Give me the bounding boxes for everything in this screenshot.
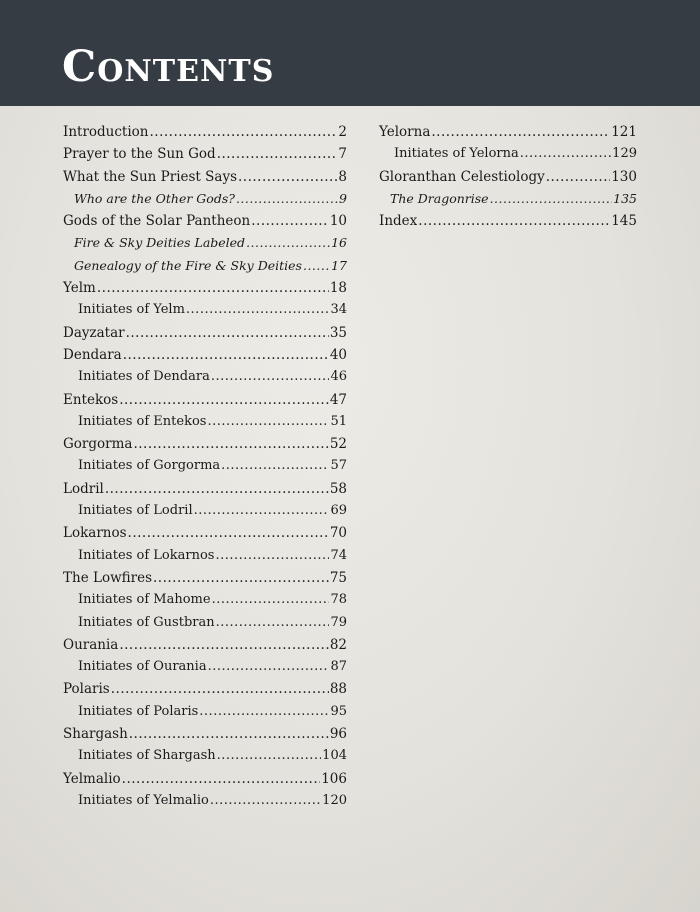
dot-leader <box>246 232 330 254</box>
dot-leader <box>119 634 328 656</box>
toc-entry-page-number: 74 <box>330 547 347 563</box>
toc-entry-page-number: 51 <box>330 413 347 429</box>
toc-entry-page-number: 40 <box>329 346 347 363</box>
dot-leader <box>490 188 613 210</box>
toc-entry[interactable] <box>63 790 347 812</box>
toc-entry-label: Initiates of Shargash <box>78 748 216 764</box>
toc-entry[interactable] <box>63 634 347 656</box>
toc-entry-label: Initiates of Gustbran <box>78 614 215 630</box>
toc-entry-label: Dendara <box>63 346 122 363</box>
toc-entry-page-number: 8 <box>338 168 347 185</box>
dot-leader <box>105 478 329 500</box>
dot-leader <box>211 366 330 388</box>
toc-entry-page-number: 120 <box>322 792 347 808</box>
toc-entry[interactable] <box>63 121 347 143</box>
toc-entry[interactable] <box>63 478 347 500</box>
dot-leader <box>217 143 338 165</box>
toc-entry[interactable] <box>63 589 347 611</box>
dot-leader <box>111 678 329 700</box>
toc-entry-label: Gods of the Solar Pantheon <box>63 213 251 230</box>
dot-leader <box>133 433 328 455</box>
toc-entry-page-number: 57 <box>330 458 347 474</box>
dot-leader <box>199 701 329 723</box>
toc-entry-label: Initiates of Dendara <box>78 369 210 385</box>
toc-entry[interactable] <box>63 567 347 589</box>
toc-entry[interactable] <box>379 166 637 188</box>
toc-entry[interactable] <box>63 389 347 411</box>
toc-entry-label: Lodril <box>63 480 104 497</box>
toc-entry[interactable] <box>63 411 347 433</box>
toc-entry[interactable] <box>63 768 347 790</box>
toc-entry-label: Yelorna <box>379 124 431 140</box>
toc-entry[interactable] <box>63 433 347 455</box>
toc-entry-page-number: 17 <box>331 257 347 273</box>
toc-entry[interactable] <box>63 455 347 477</box>
toc-entry[interactable] <box>63 299 347 321</box>
dot-leader <box>217 745 322 767</box>
toc-entry-page-number: 82 <box>329 636 347 653</box>
toc-entry-label: Initiates of Entekos <box>78 413 207 429</box>
toc-entry-label: Fire & Sky Deities Labeled <box>74 235 246 251</box>
toc-entry-label: Initiates of Lodril <box>78 503 193 519</box>
toc-entry-label: Initiates of Polaris <box>78 703 199 719</box>
toc-entry-label: The Lowfires <box>63 569 153 586</box>
toc-entry-label: Ourania <box>63 636 119 653</box>
toc-entry[interactable] <box>379 143 637 165</box>
dot-leader <box>126 322 329 344</box>
toc-entry-page-number: 79 <box>330 614 347 630</box>
toc-entry-page-number: 129 <box>612 146 637 162</box>
page-title: Contents <box>62 42 275 92</box>
toc-entry-page-number: 121 <box>611 124 637 140</box>
toc-entry[interactable] <box>63 678 347 700</box>
toc-entry-page-number: 58 <box>329 480 347 497</box>
toc-entry-page-number: 106 <box>321 770 347 787</box>
toc-entry-page-number: 145 <box>611 213 637 230</box>
toc-entry-label: Prayer to the Sun God <box>63 146 216 163</box>
toc-entry[interactable] <box>63 322 347 344</box>
dot-leader <box>128 522 329 544</box>
toc-entry-page-number: 46 <box>330 369 347 385</box>
toc-entry-page-number: 10 <box>329 213 347 230</box>
toc-entry[interactable] <box>63 232 347 254</box>
dot-leader <box>221 455 329 477</box>
toc-entry-page-number: 69 <box>330 503 347 519</box>
toc-entry-page-number: 47 <box>329 391 347 408</box>
toc-entry-label: Yelm <box>63 280 96 297</box>
toc-entry-label: Index <box>379 213 418 230</box>
toc-entry[interactable] <box>63 612 347 634</box>
toc-entry[interactable] <box>63 188 347 210</box>
toc-entry-page-number: 18 <box>329 280 347 297</box>
toc-entry-page-number: 96 <box>329 726 347 743</box>
toc-entry[interactable] <box>63 344 347 366</box>
dot-leader <box>215 545 329 567</box>
dot-leader <box>186 299 330 321</box>
dot-leader <box>122 768 321 790</box>
toc-entry-label: Gloranthan Celestiology <box>379 168 545 185</box>
toc-entry-label: Entekos <box>63 391 119 408</box>
toc-entry-page-number: 87 <box>330 659 347 675</box>
dot-leader <box>210 790 321 812</box>
toc-entry[interactable] <box>63 143 347 165</box>
toc-entry-page-number: 78 <box>330 592 347 608</box>
toc-entry-page-number: 75 <box>329 569 347 586</box>
toc-entry-page-number: 104 <box>322 748 347 764</box>
toc-entry[interactable] <box>63 166 347 188</box>
dot-leader <box>216 612 330 634</box>
dot-leader <box>150 121 338 143</box>
dot-leader <box>212 589 330 611</box>
toc-entry[interactable] <box>63 500 347 522</box>
toc-entry-label: The Dragonrise <box>390 190 489 206</box>
toc-entry-label: What the Sun Priest Says <box>63 168 238 185</box>
toc-left-column <box>63 121 347 812</box>
dot-leader <box>303 255 330 277</box>
toc-entry-page-number: 130 <box>611 168 637 185</box>
toc-entry[interactable] <box>63 277 347 299</box>
toc-entry-label: Polaris <box>63 681 110 698</box>
dot-leader <box>236 188 338 210</box>
toc-entry-page-number: 9 <box>339 190 347 206</box>
toc-entry-page-number: 16 <box>331 235 347 251</box>
dot-leader <box>207 411 329 433</box>
toc-entry-label: Initiates of Gorgorma <box>78 458 221 474</box>
toc-entry[interactable] <box>63 745 347 767</box>
toc-entry-label: Shargash <box>63 726 128 743</box>
toc-entry-page-number: 7 <box>338 146 347 163</box>
toc-entry-page-number: 135 <box>613 190 637 206</box>
toc-entry-label: Initiates of Ourania <box>78 659 207 675</box>
toc-entry-label: Initiates of Yelmalio <box>78 792 209 808</box>
toc-entry-label: Genealogy of the Fire & Sky Deities <box>74 257 302 273</box>
dot-leader <box>418 210 610 232</box>
toc-entry-label: Initiates of Mahome <box>78 592 211 608</box>
toc-entry-page-number: 2 <box>338 124 347 140</box>
toc-entry[interactable] <box>379 188 637 210</box>
dot-leader <box>431 121 610 143</box>
toc-entry[interactable] <box>63 366 347 388</box>
toc-entry[interactable] <box>63 210 347 232</box>
dot-leader <box>194 500 330 522</box>
toc-entry[interactable] <box>63 701 347 723</box>
dot-leader <box>208 656 330 678</box>
dot-leader <box>251 210 329 232</box>
toc-entry-label: Dayzatar <box>63 324 125 341</box>
dot-leader <box>119 389 329 411</box>
dot-leader <box>546 166 611 188</box>
dot-leader <box>129 723 329 745</box>
toc-entry[interactable] <box>379 121 637 143</box>
page-header <box>0 0 700 106</box>
dot-leader <box>153 567 329 589</box>
toc-entry-label: Introduction <box>63 124 149 140</box>
toc-entry-page-number: 52 <box>329 436 347 453</box>
dot-leader <box>520 143 611 165</box>
toc-entry-page-number: 95 <box>330 703 347 719</box>
toc-entry-label: Initiates of Yelm <box>78 302 185 318</box>
toc-entry[interactable] <box>379 210 637 232</box>
toc-entry[interactable] <box>63 545 347 567</box>
toc-entry-label: Initiates of Yelorna <box>394 146 519 162</box>
toc-entry-page-number: 70 <box>329 525 347 542</box>
toc-entry[interactable] <box>63 723 347 745</box>
toc-entry-label: Gorgorma <box>63 436 133 453</box>
toc-entry-label: Initiates of Lokarnos <box>78 547 215 563</box>
toc-entry-label: Yelmalio <box>63 770 121 787</box>
toc-right-column <box>379 121 637 232</box>
toc-entry[interactable] <box>63 656 347 678</box>
toc-entry-label: Who are the Other Gods? <box>74 190 235 206</box>
toc-entry-page-number: 34 <box>330 302 347 318</box>
dot-leader <box>238 166 337 188</box>
toc-entry-label: Lokarnos <box>63 525 127 542</box>
dot-leader <box>97 277 329 299</box>
toc-entry[interactable] <box>63 522 347 544</box>
toc-entry-page-number: 35 <box>329 324 347 341</box>
toc-entry-page-number: 88 <box>329 681 347 698</box>
dot-leader <box>123 344 329 366</box>
toc-entry[interactable] <box>63 255 347 277</box>
